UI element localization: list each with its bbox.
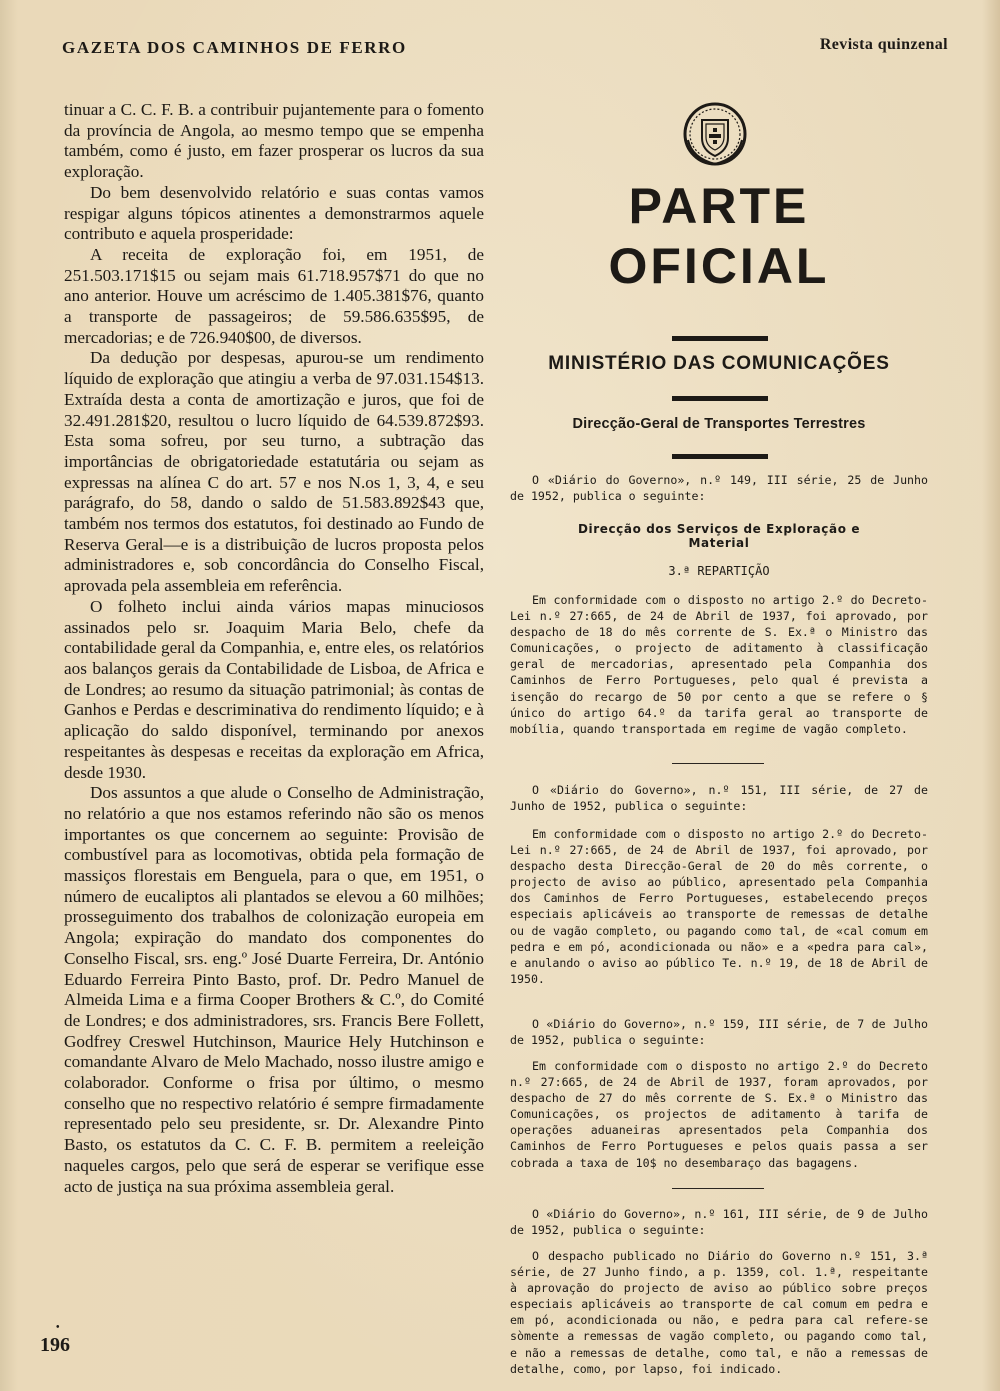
entry-body <box>510 592 928 737</box>
heavy-rule <box>672 396 768 401</box>
article-paragraph: Da dedução por despesas, apurou-se um rendimento líquido de exploração que atingiu a verba de 97.031.154$13. Extraída desta a conta de amortização e juros, que foi de 32.491.281$20, resultou o lucro líquido de 64.539.872$93. Esta soma sofreu, por seu turno, a subtração das importâncias de obrigatoriedade estatutária ou sejam as expressas na alínea C do art. 57 e nos N.os 1, 3, 4, e seu parágrafo, do 58, dando o saldo de 51.583.892$43 que, também nos termos dos estatutos, foi destinado ao Fundo de Reserva Geral—e is a distribuição de lucros proposta pelos administradores e, sob concordância do Conselho Fiscal, aprovada pela assembleia em referência. <box>64 348 484 596</box>
entry-body-text: Em conformidade com o disposto no artigo 2.º do Decreto-Lei n.º 27:665, de 24 de Abril de 1937, foi aprovado, por despacho desta Direcção-Geral de 20 do mês corrente, o projecto de aviso ao público, apresentado pela Companhia dos Caminhos de Ferro Portugueses, estabelecendo preços especiais aplicáveis ao transporte de remessas de detalhe ou de vagão completo, ou pagando como tal, de «cal comum em pedra e em pó, acondicionada ou não» e a «pedra para cal», e anulando o aviso ao público Te. n.º 19, de 18 de Abril de 1950. <box>510 827 928 986</box>
article-paragraph: O folheto inclui ainda vários mapas minuciosos assinados pelo sr. Joaquim Maria Belo, chefe da contabilidade geral da Companhia, e, entre eles, os relatórios aos balanços gerais da Contabilidade de Lisboa, de Africa e de Londres; ao resumo da situação patrimonial; às contas de Ganhos e Perdas e descriminativa do rendimento líquido; e à aplicação do saldo disponível, terminando por anexos respeitantes às despesas e receitas da exploração em Africa, desde 1930. <box>64 596 484 782</box>
entry-intro-text: O «Diário do Governo», n.º 161, III série, de 9 de Julho de 1952, publica o seguinte: <box>510 1207 928 1238</box>
entry-intro-text: O «Diário do Governo», n.º 151, III série, de 27 de Junho de 1952, publica o seguinte: <box>510 783 928 814</box>
entry-body <box>510 1248 928 1377</box>
article-paragraph: Dos assuntos a que alude o Conselho de Administração, no relatório a que nos estamos referindo não são os menos importantes os que concernem ao seguinte: Provisão de combustível para as locomotivas, obtida pela formação de massiços florestais em Benguela, para o que, em 1951, o número de eucaliptos ali plantados se elevou a 60 milhões; prosseguimento dos trabalhos de colonização europeia em Angola; expiração do mandato dos componentes do Conselho Fiscal, srs. eng.º José Duarte Ferreira, Dr. António Eduardo Ferreira Pinto Basto, prof. Dr. Pedro Manuel de Almeida Lima e a firma Cooper Brothers & C.º, do Comité de Londres; e dos administradores, srs. Francis Bere Follett, Godfrey Creswel Hutchinson, Maurice Hely Hutchinson e comandante Alvaro de Melo Machado, nosso ilustre amigo e colaborador. Conforme o frisa por último, o mesmo conselho que no respectivo relatório é sempre firmadamente representado pelo seu presidente, sr. Dr. Alexandre Pinto Basto, os estatutos da C. C. F. B. permitem a reeleição naqueles cargos, pelo que será de esperar se verifique esse acto de justiça na sua próxima assembleia geral. <box>64 783 484 1196</box>
article-paragraph: Do bem desenvolvido relatório e suas contas vamos respigar alguns tópicos atinentes a demonstrarmos aquele contributo e aquela prosperidade: <box>64 182 484 244</box>
coat-of-arms-emblem <box>682 100 748 170</box>
page-number-text: 196 <box>40 1334 70 1356</box>
divider <box>672 763 764 764</box>
entry-subheading: Direcção dos Serviços de Exploração e Material <box>577 522 861 550</box>
entry-intro-text: O «Diário do Governo», n.º 159, III série, de 7 de Julho de 1952, publica o seguinte: <box>510 1017 928 1048</box>
entry-body <box>510 1058 928 1171</box>
entry-intro <box>510 782 928 814</box>
running-header-subtitle: Revista quinzenal <box>819 36 948 53</box>
heavy-rule <box>672 336 768 341</box>
entry-body-text: Em conformidade com o disposto no artigo 2.º do Decreto n.º 27:665, de 24 de Abril de 1937, foram aprovados, por despacho de 27 do mês corrente de S. Ex.ª o Ministro das Comunicações, os projectos de aditamento à tarifa de operações aduaneiras apresentados pela Companhia dos Caminhos de Ferro Portugueses e pelos quais passa a ser cobrada a taxa de 10$ no desembaraço das bagagens. <box>510 1059 928 1170</box>
entry-intro <box>510 472 928 504</box>
entry-body-text: Em conformidade com o disposto no artigo 2.º do Decreto-Lei n.º 27:665, de 24 de Abril de 1937, foi aprovado, por despacho de 18 do mês corrente de S. Ex.ª o Ministro das Comunicações, o projecto de aditamento à classificação geral de mercadorias, apresentado pela Companhia dos Caminhos de Ferro Portugueses, pelo qual é prevista a isenção do recargo de 50 por cento a que se refere o § único do artigo 64.º da tarifa geral ao transporte de mobília, quando transportada em regime de vagão completo. <box>510 593 928 736</box>
article-paragraph: tinuar a C. C. F. B. a contribuir pujantemente para o fomento da província de Angola, ao mesmo tempo que se empenha também, como é justo, em fazer prosperar os lucros da sua exploração. <box>64 100 484 182</box>
ministry-heading: MINISTÉRIO DAS COMUNICAÇÕES <box>548 353 890 374</box>
left-column-article <box>64 100 484 1197</box>
running-header-title: GAZETA DOS CAMINHOS DE FERRO <box>62 38 407 57</box>
section-label: 3.ª REPARTIÇÃO <box>668 564 770 578</box>
ink-dot: • <box>56 1322 60 1333</box>
directorate-heading: Direcção-Geral de Transportes Terrestres <box>572 416 866 432</box>
entry-intro-text: O «Diário do Governo», n.º 149, III série, 25 de Junho de 1952, publica o seguinte: <box>510 473 928 504</box>
entry-intro <box>510 1016 928 1048</box>
entry-body-text: O despacho publicado no Diário do Governo n.º 151, 3.ª série, de 27 Junho findo, a p. 1359, col. 1.ª, respeitante à aprovação do projecto de aviso ao público sobre preços especiais aplicáveis ao transporte de cal comum em pedra e em pó, acondicionada ou não, e pedra para cal refere-se sòmente a remessas de vagão completo, ou pagando como tal, e não a remessas de detalhe, como tal, e não a remessas de detalhe, como, por lapso, foi indicado. <box>510 1249 928 1376</box>
entry-intro <box>510 1206 928 1238</box>
parte-oficial-title: PARTE OFICIAL <box>608 178 830 294</box>
divider <box>672 1188 764 1189</box>
page-number <box>40 1322 70 1357</box>
entry-body <box>510 826 928 987</box>
article-paragraph: A receita de exploração foi, em 1951, de 251.503.171$15 ou sejam mais 61.718.957$71 do que no ano anterior. Houve um acréscimo de 1.405.381$76, quanto a transporte de passageiros; de 59.586.635$95, de mercadorias; e de 726.940$00, de diversos. <box>64 244 484 347</box>
heavy-rule <box>672 454 768 459</box>
